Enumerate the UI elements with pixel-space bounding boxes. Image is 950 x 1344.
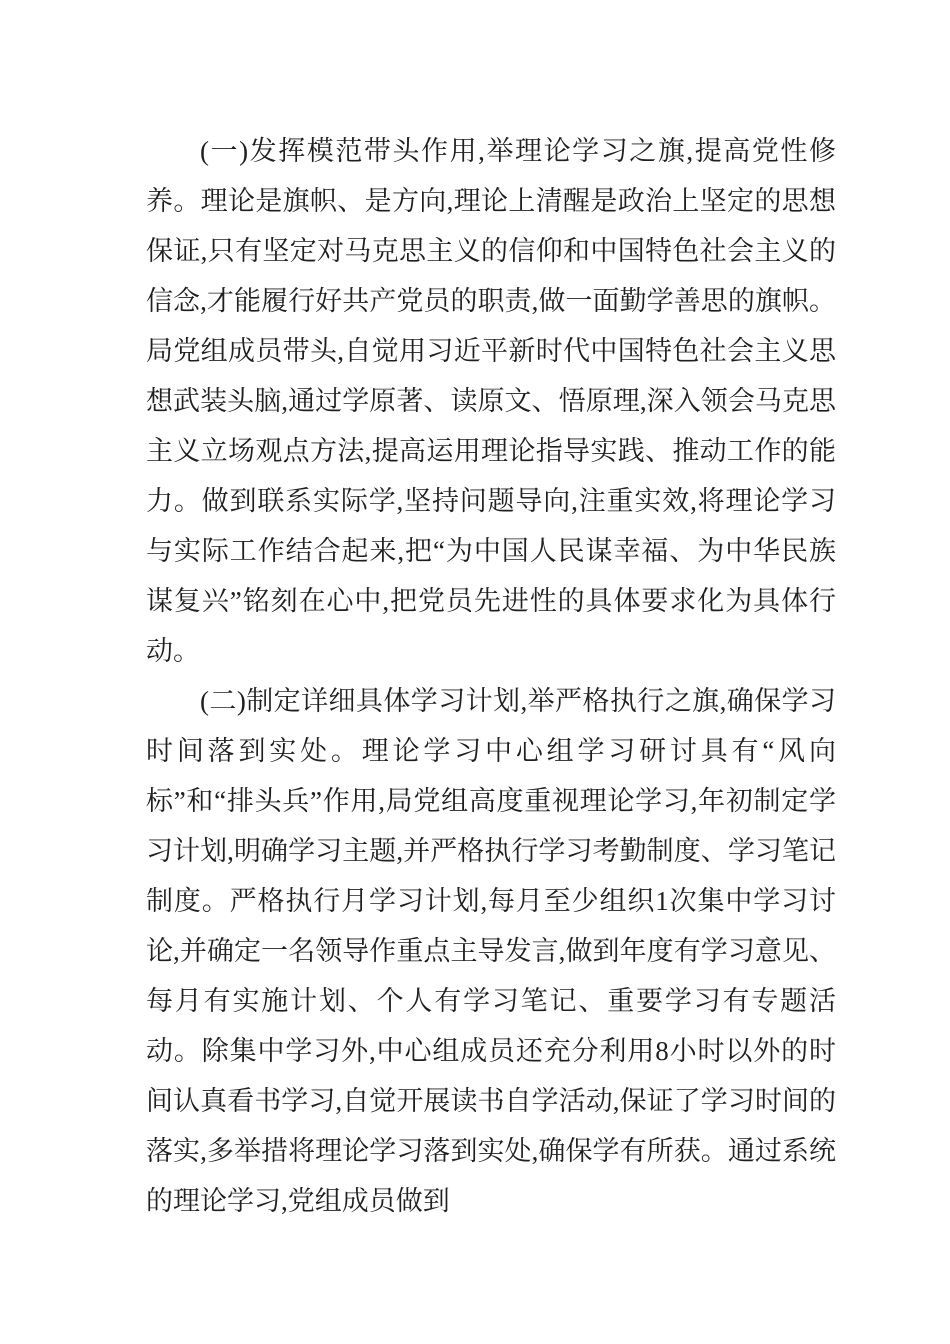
paragraph-section-2: (二)制定详细具体学习计划,举严格执行之旗,确保学习时间落到实处。理论学习中心组学习研讨具有“风向标”和“排头兵”作用,局党组高度重视理论学习,年初制定学习计划,明确学习主题,并严格执行学习考勤制度、学习笔记制度。严格执行月学习计划,每月至少组织1次集中学习讨论,并确定一名领导作重点主导发言,做到年度有学习意见、每月有实施计划、个人有学习笔记、重要学习有专题活动。除集中学习外,中心组成员还充分利用8小时以外的时间认真看书学习,自觉开展读书自学活动,保证了学习时间的落实,多举措将理论学习落到实处,确保学有所获。通过系统的理论学习,党组成员做到 <box>146 686 836 1216</box>
paragraph-section-1: (一)发挥模范带头作用,举理论学习之旗,提高党性修养。理论是旗帜、是方向,理论上清醒是政治上坚定的思想保证,只有坚定对马克思主义的信仰和中国特色社会主义的信念,才能履行好共产党员的职责,做一面勤学善思的旗帜。局党组成员带头,自觉用习近平新时代中国特色社会主义思想武装头脑,通过学原著、读原文、悟原理,深入领会马克思主义立场观点方法,提高运用理论指导实践、推动工作的能力。做到联系实际学,坚持问题导向,注重实效,将理论学习与实际工作结合起来,把“为中国人民谋幸福、为中华民族谋复兴”铭刻在心中,把党员先进性的具体要求化为具体行动。 <box>146 136 836 666</box>
